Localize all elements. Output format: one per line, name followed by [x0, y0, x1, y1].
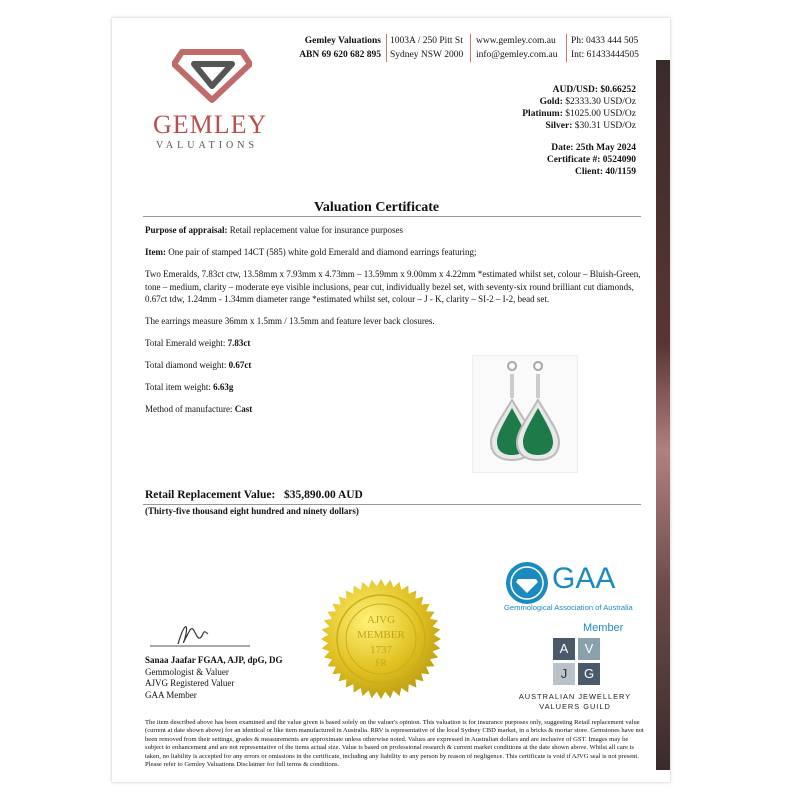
- gold-rate: Gold: $2333.30 USD/Oz: [539, 97, 636, 107]
- seal-line-2: MEMBER: [357, 629, 405, 641]
- ajvg-letter-g: G: [578, 663, 600, 685]
- address-line-2: Sydney NSW 2000: [390, 50, 464, 60]
- ajvg-letter-a: A: [553, 638, 575, 660]
- disclaimer: The item described above has been examined and the value given is based solely on the valuer's opinion. This valuation is for insurance purposes only, suggesting Retail replacement value (current at date shown above) for an identical or like item manufactured in Australia. RRV is representative of the local Sydney CBD market, in a bricks & mortar store. Gemstones have not been removed from their settings, grades & measurements are approximate unless otherwise noted. Values are expressed in Australian dollars and are inclusive of GST. Images may be subject to enhancement and are not representative of the items actual size. Value is based on professional research & current market conditions at the date shown above. Whilst all care is taken, no liability is accepted for any errors or omissions in the certificate, including any liability to any person by reason of negligence. This certificate is void if AJVG seal is not present. Please refer to Gemley Valuations Disclaimer for full terms & conditions.: [145, 719, 644, 769]
- emerald-earrings-icon: [473, 356, 577, 472]
- company-block: [286, 34, 381, 62]
- gem-logo-icon: [172, 42, 252, 104]
- silver-rate: Silver: $30.31 USD/Oz: [545, 121, 636, 131]
- ajvg-letter-v: V: [578, 638, 600, 660]
- ajvg-gold-seal-icon: [320, 578, 442, 700]
- intl-phone: Int: 61433444505: [571, 50, 639, 60]
- earrings-photo: [472, 355, 578, 473]
- gaa-emblem-icon: [504, 560, 550, 606]
- ajvg-letter-j: J: [553, 663, 575, 685]
- signatory-name: Sanaa Jaafar FGAA, AJP, dpG, DG: [145, 655, 283, 665]
- ajvg-name-line-2: VALUERS GUILD: [539, 702, 611, 711]
- page-title: Valuation Certificate: [314, 200, 440, 215]
- divider: [470, 34, 471, 62]
- client-number: Client: 40/1159: [575, 167, 636, 177]
- logo-subtitle: VALUATIONS: [156, 140, 259, 151]
- web-block: [476, 34, 557, 62]
- seal-line-1: AJVG: [366, 614, 396, 626]
- weight-emerald: Total Emerald weight: 7.83ct: [145, 338, 251, 348]
- platinum-rate: Platinum: $1025.00 USD/Oz: [522, 109, 636, 119]
- rrv-words: (Thirty-five thousand eight hundred and ninety dollars): [145, 506, 359, 516]
- rrv-line: Retail Replacement Value: $35,890.00 AUD: [145, 489, 363, 501]
- phone-block: [571, 34, 639, 62]
- meta-block: [470, 142, 636, 178]
- rates-block: [470, 84, 636, 132]
- logo-name: GEMLEY: [153, 110, 268, 139]
- measurements: The earrings measure 36mm x 1.5mm / 13.5mm and feature lever back closures.: [145, 316, 435, 326]
- certificate-number: Certificate #: 0524090: [546, 155, 636, 165]
- company-name: Gemley Valuations: [304, 36, 381, 46]
- ajvg-name-line-1: AUSTRALIAN JEWELLERY: [518, 692, 632, 701]
- title-rule: [143, 216, 641, 217]
- address-block: [390, 34, 463, 62]
- description: Two Emeralds, 7.83ct ctw, 13.58mm x 7.93mm x 4.73mm – 13.59mm x 9.00mm x 4.22mm *estimated whilst set, colour – Bluish-Green, tone – medium, clarity – moderate eye visible inclusions, pear cut, individually bezel set, with seventy-six round brilliant cut diamonds, 0.67ct tdw, 1.24mm - 1.34mm diameter range *estimated whilst set, colour – J - K, clarity – SI-2 – I-2, bead set.: [145, 269, 641, 304]
- ajvg-name: [510, 692, 640, 712]
- phone: Ph: 0433 444 505: [571, 36, 639, 46]
- signatory-membership: GAA Member: [145, 689, 197, 700]
- manufacture-method: Method of manufacture: Cast: [145, 404, 253, 414]
- rrv-rule: [143, 504, 641, 505]
- seal-line-3: 1737: [370, 644, 392, 656]
- weight-diamond: Total diamond weight: 0.67ct: [145, 360, 252, 370]
- date: Date: 25th May 2024: [551, 143, 636, 153]
- signatory-block: [145, 655, 283, 701]
- email-link[interactable]: info@gemley.com.au: [476, 50, 558, 60]
- ajvg-logo: [553, 638, 601, 688]
- signature-icon: [150, 620, 260, 654]
- item-line: Item: One pair of stamped 14CT (585) white gold Emerald and diamond earrings featuring;: [145, 247, 477, 257]
- abn: ABN 69 620 682 895: [299, 50, 381, 60]
- gaa-member: Member: [583, 622, 624, 634]
- address-line-1: 1003A / 250 Pitt St: [390, 36, 463, 46]
- weight-total: Total item weight: 6.63g: [145, 382, 234, 392]
- seal-line-4: FR: [375, 658, 387, 668]
- divider: [386, 34, 387, 62]
- gaa-full-name: Gemmological Association of Australia: [504, 603, 633, 612]
- signatory-role: Gemmologist & Valuer: [145, 666, 229, 677]
- purpose-line: Purpose of appraisal: Retail replacement value for insurance purposes: [145, 225, 403, 235]
- divider: [566, 34, 567, 62]
- signatory-registration: AJVG Registered Valuer: [145, 678, 235, 688]
- gaa-abbr: GAA: [552, 562, 616, 595]
- aud-usd-rate: AUD/USD: $0.66252: [552, 85, 636, 95]
- website-link[interactable]: www.gemley.com.au: [476, 36, 556, 46]
- decorative-sidebar: [656, 60, 670, 770]
